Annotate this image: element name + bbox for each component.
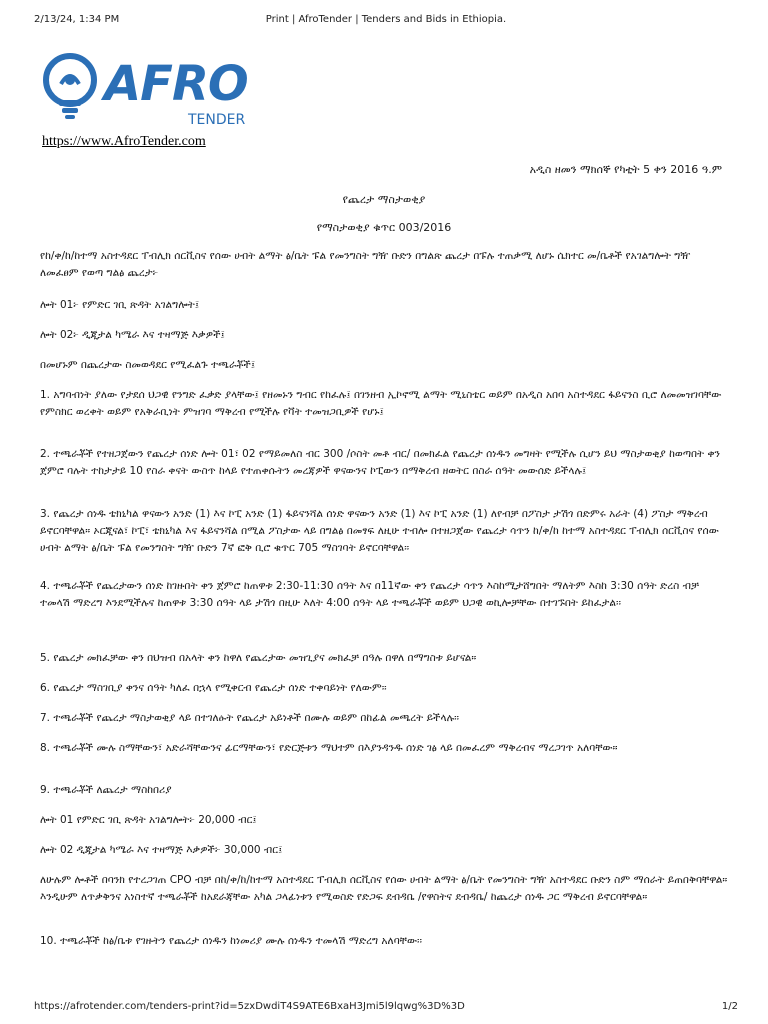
page-number: 1/2 <box>721 1001 738 1012</box>
dateline: አዲስ ዘመን ማክሰኞ የካቲት 5 ቀን 2016 ዓ.ም <box>529 163 722 176</box>
tender-notice-heading: የጨረታ ማስታወቂያ <box>342 193 426 206</box>
print-url: https://afrotender.com/tenders-print?id=5zxDwdiT4S9ATE6BxaH3Jmi5l9lqwg%3D%3D <box>34 1001 465 1012</box>
print-page-title: Print | AfroTender | Tenders and Bids in Ethiopia. <box>265 14 507 25</box>
lot-02-bid-bond: ሎት 02 ዲጂታል ካሜራ እና ተዛማጅ እቃዎች፦ 30,000 ብር፤ <box>40 844 283 856</box>
lot-02-line: ሎት 02፦ ዲጂታል ካሜራ እና ተዛማጅ እቃዎች፤ <box>40 329 225 341</box>
requirement-9: 9. ተጫራቾች ለጨረታ ማስከበሪያ <box>40 784 172 796</box>
requirement-1: 1. አግባብነት ያለው የታደሰ ህጋዊ የንግድ ፈቃድ ያላቸው፤ የዘመኑን ግብር የከፈሉ፤ በገንዘብ ኢኮኖሚ ልማት ሚኒስቴር ወይም በአዲስ አበባ አስተዳደር ፋይናንስ ቢሮ ለመመዝገባቸው የምስክር ወረቀት ወይም የአቅራቢነት ምዝገባ ማቅረብ የሚችሉ የቫት ተመዝጋቢዎች የሆኑ፤ <box>40 389 722 418</box>
intro-paragraph: የከ/ቀ/ከ/ከተማ አስተዳደር ፐብሊክ ሰርቪስና የሰው ሀብት ልማት ፅ/ቤት ፑል የመንግስት ግዥ ቡድን በግልጽ ጨረታ በፑሉ ተጠቃሚ ለሆኑ ሴክተር መ/ቤቶች የአገልግሎት ግዥ ለመፈፀም የወጣ ግልፅ ጨረታ፦ <box>40 250 691 279</box>
requirement-4: 4. ተጫራቾች የጨረታውን ሰነድ ከገዙበት ቀን ጀምሮ ከጠዋቱ 2:30-11:30 ሰዓት እና በ11ኛው ቀን የጨረታ ሳጥን እስከሚታሸግበት ማለትም እስከ 3:30 ሰዓት ድረስ ብቻ ተመላሽ ማድረግ እንደሚችሉና ከጠዋቱ 3:30 ሰዓት ላይ ታሽጎ በዚሁ እለት 4:00 ሰዓት ላይ ተጫራቾች ወይም ህጋዊ ወኪሎቻቸው በተገኙበት ይከፈታል፡፡ <box>40 580 699 609</box>
requirement-10: 10. ተጫራቾች ከፅ/ቤቱ የገዙትን የጨረታ ሰነዱን ከነመሪያ ሙሉ ሰነዱን ተመላሽ ማድረግ አለባቸው፡፡ <box>40 935 422 947</box>
logo-subword: TENDER <box>188 112 246 128</box>
requirement-2: 2. ተጫራቾች የተዘጋጀውን የጨረታ ሰነድ ሎት 01፣ 02 የማይመለስ ብር 300 /ሶስት መቶ ብር/ በመክፈል የጨረታ ሰነዱን መግዛት የሚችሉ ሲሆን ይህ ማስታወቂያ ከወጣበት ቀን ጀምሮ ባሉት ተከታታይ 10 የስራ ቀናት ውስጥ ከላይ የተጠቀሱትን መረጃዎች ዋናውንና ኮፒውን በማቅረብ ዘወትር በስራ ሰዓት መውሰድ ይችላሉ፤ <box>40 448 721 477</box>
logo-wordmark: AFRO <box>104 56 248 112</box>
afrotender-site-link[interactable]: https://www.AfroTender.com <box>42 134 206 149</box>
afro-logo-icon <box>40 50 260 130</box>
requirement-5: 5. የጨረታ መክፈቻው ቀን በህዝብ በአላት ቀን ከዋለ የጨረታው መዝጊያና መክፈቻ በዓሉ በዋለ በማግስቱ ይሆናል። <box>40 652 477 664</box>
lot-01-line: ሎት 01፦ የምድር ገቢ ጽዳት አገልግሎት፤ <box>40 299 200 311</box>
requirement-8: 8. ተጫራቾች ሙሉ ስማቸውን፣ አድራሻቸውንና ፊርማቸውን፣ የድርጅቱን ማህተም በእያንዳንዱ ሰነድ ገፅ ላይ በመፈረም ማቅረብና ማረጋገጥ አለባቸው። <box>40 742 618 754</box>
requirement-6: 6. የጨረታ ማስገቢያ ቀንና ሰዓት ካለፈ በኋላ የሚቀርብ የጨረታ ሰነድ ተቀባይነት የለውም፡፡ <box>40 682 387 694</box>
bidders-intro: በመሆኑም በጨረታው ስመወዳደር የሚፈልጉ ተጫራቾች፤ <box>40 359 256 371</box>
requirement-3: 3. የጨረታ ሰነዱ ቴክኒካል ዋናውን አንድ (1) እና ኮፒ አንድ (1) ፋይናንሻል ሰነድ ዋናውን አንድ (1) እና ኮፒ አንድ (1) ለየብቻ በፖስታ ታሽጎ በድምሩ አራት (4) ፖስታ ማቅረብ ይኖርባቸዋል። ኦርጂናል፣ ኮፒ፣ ቴክኒካል እና ፋይናንሻል በሚል ፖስታው ላይ በግልፅ በመፃፍ ለዚሁ ተብሎ በተዘጋጀው የጨረታ ሳጥን ከ/ቀ/ከ ከተማ አስተዳደር ፐብሊክ ሰርቪስና የሰው ሀብት ልማት ፅ/ቤት ፑል የመንግስት ግዥ ቡድን 7ኛ ፎቅ ቢሮ ቁጥር 705 ማስገባት ይኖርባቸዋል፡፡ <box>40 508 719 554</box>
lot-01-bid-bond: ሎት 01 የምድር ገቢ ጽዳት አገልግሎት፦ 20,000 ብር፤ <box>40 814 257 826</box>
print-datetime: 2/13/24, 1:34 PM <box>34 14 120 25</box>
cpo-paragraph: ለሁሉም ሎቶች በባንክ የተረጋገጠ CPO ብቻ በከ/ቀ/ከ/ከተማ አስተዳደር ፐብሊክ ሰርቪስና የሰው ሀብት ልማት ፅ/ቤት የመንግስት ግዥ አስተዳደር ቡድን ስም ማሰራት ይጠበቅባቸዋል። እንዲሁም ለጥቃቅንና አነስተኛ ተጫራቾች ከአደራጃቸው አካል ጋላፊነቱን የሚወስድ የድጋፍ ደብዳቤ /የዋስትና ደብዳቤ/ ከጨረታ ሰነዱ ጋር ማቅረብ ይኖርባቸዋል። <box>40 874 728 903</box>
notice-number-heading: የማስታወቂያ ቁጥር 003/2016 <box>316 221 452 234</box>
requirement-7: 7. ተጫራቾች የጨረታ ማስታወቂያ ላይ በተገለፁት የጨረታ አይነቶች በሙሉ ወይም በከፊል መጫረት ይችላሉ፡፡ <box>40 712 460 724</box>
afrotender-logo <box>40 50 260 130</box>
